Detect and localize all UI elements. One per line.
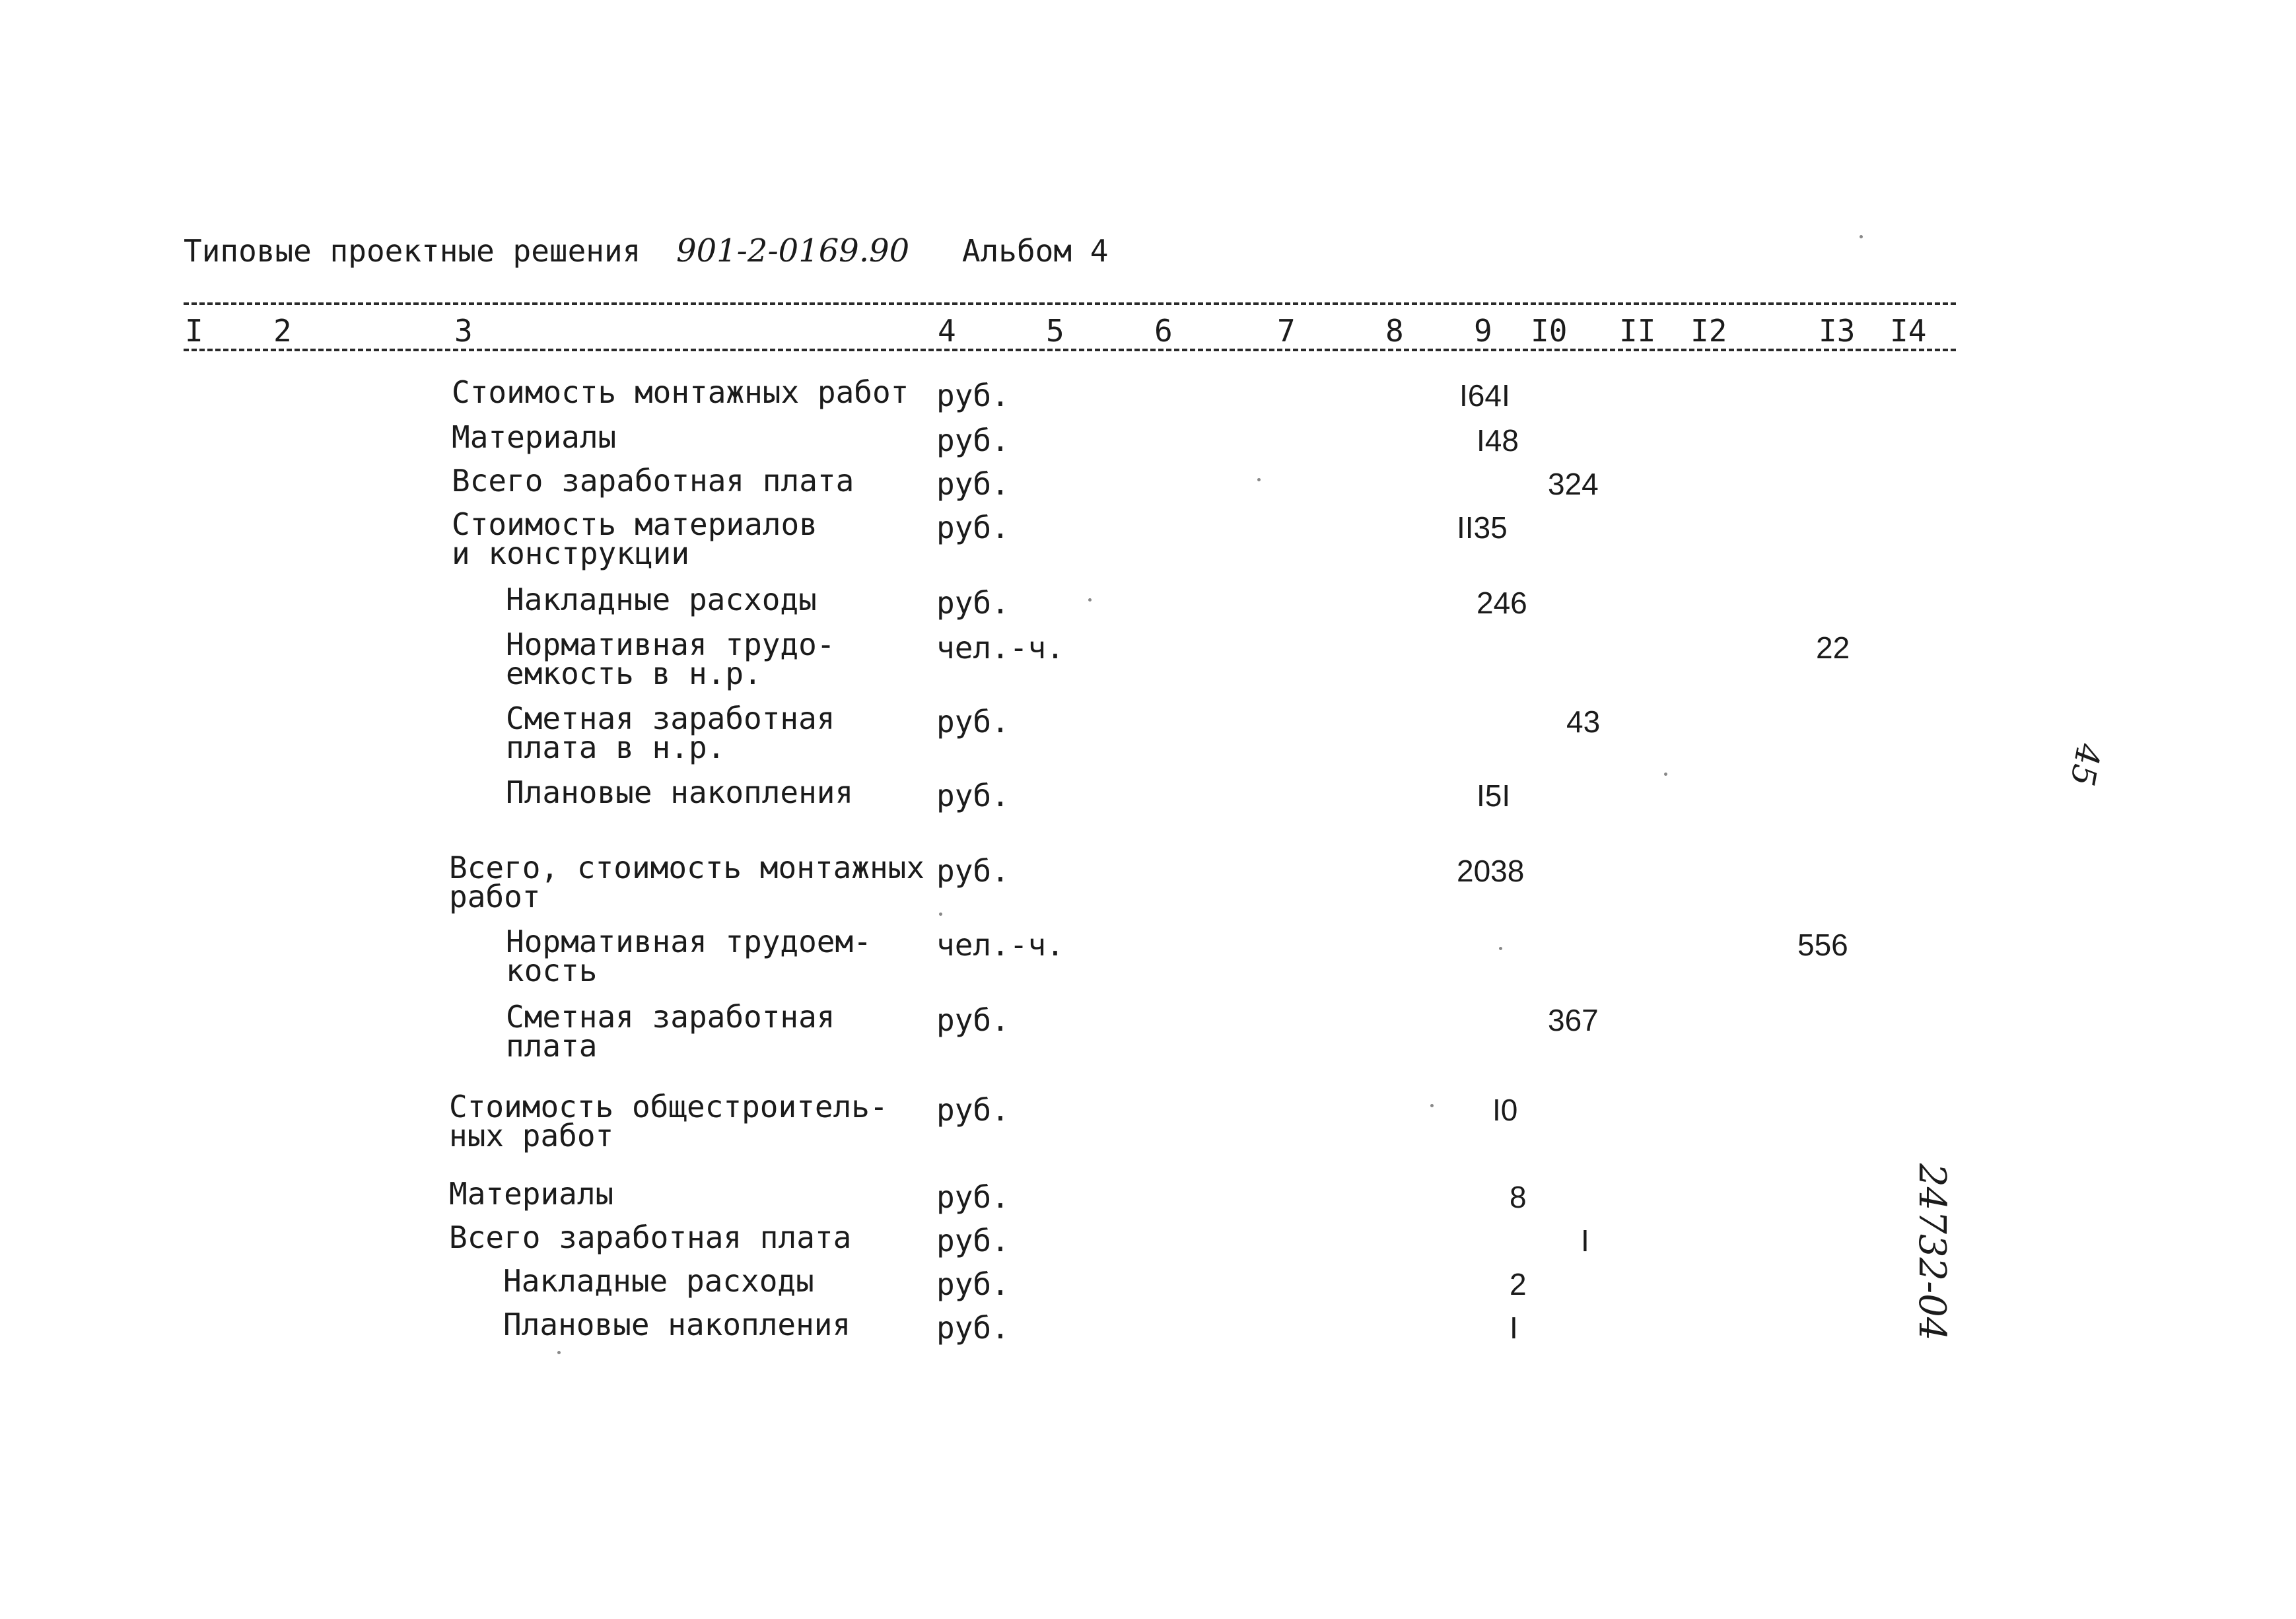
column-number: 9 bbox=[1474, 313, 1492, 349]
row-value: I64I bbox=[1459, 378, 1510, 413]
column-number: 8 bbox=[1385, 313, 1404, 349]
row-unit: чел.-ч. bbox=[936, 630, 1064, 666]
column-number: 4 bbox=[938, 313, 956, 349]
row-unit: руб. bbox=[936, 378, 1010, 413]
row-value: 367 bbox=[1548, 1003, 1599, 1037]
page-number: 45 bbox=[2062, 740, 2108, 789]
album-label: Альбом 4 bbox=[961, 233, 1109, 269]
row-name: Нормативная трудо- емкость в н.р. bbox=[506, 627, 835, 691]
column-number: I2 bbox=[1690, 313, 1727, 349]
row-name: Стоимость общестроитель- ных работ bbox=[449, 1089, 888, 1154]
row-value: I bbox=[1581, 1223, 1589, 1258]
row-unit: руб. bbox=[936, 510, 1010, 545]
row-value: 43 bbox=[1566, 705, 1601, 739]
column-number: I bbox=[185, 313, 203, 349]
column-number: I4 bbox=[1890, 313, 1927, 349]
row-unit: руб. bbox=[936, 1223, 1010, 1258]
row-value: II35 bbox=[1457, 510, 1508, 545]
header-rule-bottom bbox=[184, 349, 1956, 351]
row-value: 2038 bbox=[1457, 854, 1525, 888]
row-value: 2 bbox=[1510, 1267, 1527, 1301]
row-value: 22 bbox=[1816, 631, 1850, 665]
row-unit: чел.-ч. bbox=[936, 927, 1064, 963]
row-value: 556 bbox=[1797, 928, 1848, 962]
scan-speck bbox=[557, 1351, 561, 1354]
row-name: Сметная заработная плата bbox=[506, 999, 835, 1064]
row-name: Стоимость монтажных работ bbox=[452, 374, 909, 410]
row-name: Сметная заработная плата в н.р. bbox=[506, 701, 835, 765]
project-code: 901-2-0169.90 bbox=[676, 232, 910, 269]
row-unit: руб. bbox=[936, 853, 1010, 889]
row-unit: руб. bbox=[936, 1002, 1010, 1038]
column-number: 2 bbox=[273, 313, 292, 349]
column-number: 5 bbox=[1046, 313, 1064, 349]
column-number: 7 bbox=[1277, 313, 1296, 349]
row-unit: руб. bbox=[936, 1092, 1010, 1128]
row-unit: руб. bbox=[936, 1179, 1010, 1215]
column-number: 6 bbox=[1154, 313, 1173, 349]
row-value: I48 bbox=[1477, 423, 1519, 458]
row-unit: руб. bbox=[936, 466, 1010, 502]
scan-speck bbox=[1499, 947, 1502, 950]
row-name: Материалы bbox=[449, 1176, 614, 1212]
column-number: II bbox=[1619, 313, 1656, 349]
row-unit: руб. bbox=[936, 1310, 1010, 1346]
document-side-number: 24732-04 bbox=[1910, 1163, 1953, 1341]
scan-speck bbox=[1257, 478, 1261, 481]
row-unit: руб. bbox=[936, 704, 1010, 740]
row-value: I bbox=[1510, 1311, 1518, 1345]
document-header bbox=[184, 232, 1108, 269]
row-value: 324 bbox=[1548, 467, 1599, 501]
column-number: I3 bbox=[1819, 313, 1856, 349]
row-name: Плановые накопления bbox=[503, 1307, 851, 1342]
row-value: 246 bbox=[1477, 586, 1527, 620]
row-name: Материалы bbox=[452, 419, 617, 455]
row-name: Стоимость материалов и конструкции bbox=[452, 506, 818, 571]
row-unit: руб. bbox=[936, 423, 1010, 458]
row-name: Нормативная трудоем- кость bbox=[506, 924, 872, 988]
scan-speck bbox=[1088, 598, 1092, 602]
column-number: I0 bbox=[1531, 313, 1568, 349]
scan-speck bbox=[1430, 1104, 1434, 1107]
row-name: Всего, стоимость монтажных работ bbox=[449, 850, 925, 914]
row-name: Плановые накопления bbox=[506, 775, 854, 810]
scan-speck bbox=[1664, 773, 1667, 776]
row-name: Всего заработная плата bbox=[449, 1220, 852, 1255]
header-title: Типовые проектные решения bbox=[184, 233, 641, 269]
row-unit: руб. bbox=[936, 778, 1010, 813]
scan-speck bbox=[1860, 235, 1863, 238]
header-rule-top bbox=[184, 302, 1956, 305]
row-unit: руб. bbox=[936, 585, 1010, 621]
row-value: I5I bbox=[1477, 778, 1511, 813]
row-value: 8 bbox=[1510, 1180, 1527, 1214]
column-number: 3 bbox=[454, 313, 473, 349]
row-name: Накладные расходы bbox=[503, 1263, 814, 1299]
scan-speck bbox=[939, 913, 942, 916]
row-unit: руб. bbox=[936, 1266, 1010, 1302]
row-value: I0 bbox=[1492, 1093, 1518, 1127]
row-name: Накладные расходы bbox=[506, 582, 817, 617]
row-name: Всего заработная плата bbox=[452, 463, 854, 499]
